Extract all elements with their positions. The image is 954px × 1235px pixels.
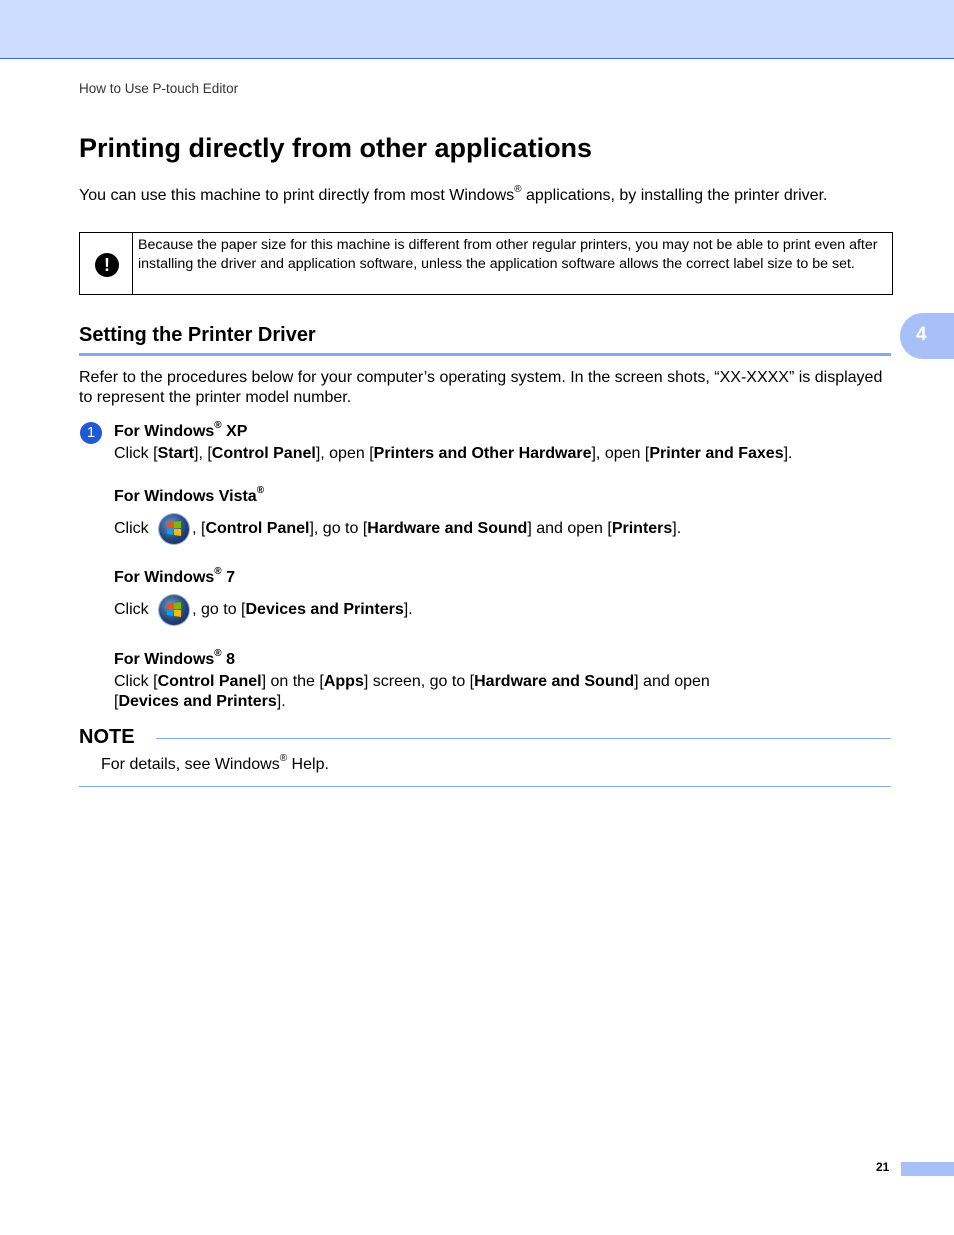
caution-icon-cell bbox=[80, 233, 133, 294]
instruction-windows-xp: Click [Start], [Control Panel], open [Printers and Other Hardware], open [Printer and Faxes]. bbox=[114, 445, 793, 462]
heading-windows-xp: For Windows® XP bbox=[114, 420, 248, 440]
heading-windows-8: For Windows® 8 bbox=[114, 648, 236, 668]
caution-box bbox=[79, 232, 893, 295]
breadcrumb: How to Use P-touch Editor bbox=[79, 81, 239, 96]
header-band bbox=[0, 0, 954, 59]
heading-windows-7: For Windows® 7 bbox=[114, 566, 236, 586]
page-title: Printing directly from other applications bbox=[79, 133, 593, 163]
note-divider-top bbox=[156, 738, 891, 739]
caution-text: Because the paper size for this machine is different from other regular printers, you may not be able to print even after installing the driver and application software, unless the application software allows the correct label size to be set. bbox=[138, 237, 878, 272]
windows-start-icon bbox=[159, 514, 189, 544]
note-text: For details, see Windows® Help. bbox=[101, 753, 329, 773]
page-number: 21 bbox=[876, 1160, 890, 1174]
heading-windows-vista: For Windows Vista® bbox=[114, 485, 265, 505]
note-heading: NOTE bbox=[79, 726, 135, 748]
exclamation-icon: ! bbox=[95, 253, 119, 277]
intro-paragraph: Refer to the procedures below for your computer’s operating system. In the screen shots, “XX-XXXX” is displayed to represent the printer model number. bbox=[79, 369, 883, 406]
chapter-tab: 4 bbox=[900, 313, 954, 359]
intro-text: You can use this machine to print directly from most Windows® applications, by installing the printer driver. bbox=[79, 184, 828, 204]
page-number-bar bbox=[901, 1162, 954, 1176]
section-divider bbox=[79, 353, 891, 356]
instruction-windows-vista: Click , [Control Panel], go to [Hardware and Sound] and open [Printers]. bbox=[114, 514, 681, 544]
instruction-windows-7: Click , go to [Devices and Printers]. bbox=[114, 595, 413, 625]
section-title: Setting the Printer Driver bbox=[79, 324, 316, 346]
instruction-windows-8-cont: [Devices and Printers]. bbox=[114, 693, 286, 710]
step-number-badge: 1 bbox=[80, 422, 102, 444]
note-divider-bottom bbox=[79, 786, 891, 787]
windows-start-icon bbox=[159, 595, 189, 625]
instruction-windows-8: Click [Control Panel] on the [Apps] screen, go to [Hardware and Sound] and open bbox=[114, 673, 710, 690]
